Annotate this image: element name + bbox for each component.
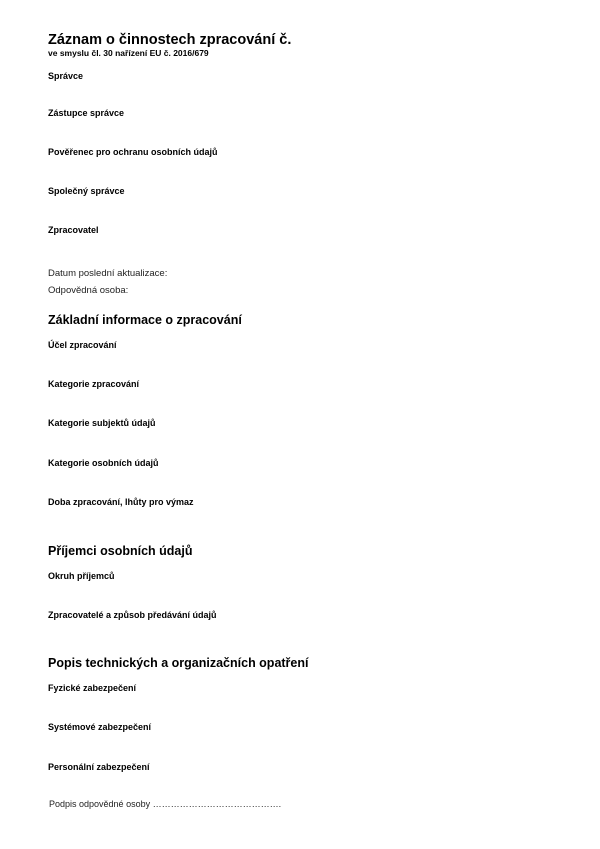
field-ucel-zpracovani: Účel zpracování	[48, 340, 117, 350]
field-zpracovatele-predavani: Zpracovatelé a způsob předávání údajů	[48, 610, 217, 620]
field-kategorie-zpracovani: Kategorie zpracování	[48, 379, 140, 389]
field-systemove-zabezpeceni: Systémové zabezpečení	[48, 722, 152, 732]
field-fyzicke-zabezpeceni: Fyzické zabezpečení	[48, 683, 137, 693]
responsible-person-label: Odpovědná osoba:	[48, 285, 129, 296]
signature-line: Podpis odpovědné osoby …………………………………….	[49, 799, 282, 809]
section-title-basic-info: Základní informace o zpracování	[48, 313, 242, 327]
field-spolecny-spravce: Společný správce	[48, 186, 125, 196]
document-subtitle: ve smyslu čl. 30 nařízení EU č. 2016/679	[48, 48, 209, 58]
field-kategorie-osobnich-udaju: Kategorie osobních údajů	[48, 458, 159, 468]
section-title-recipients: Příjemci osobních údajů	[48, 544, 193, 558]
section-title-measures: Popis technických a organizačních opatření	[48, 656, 309, 670]
field-kategorie-subjektu: Kategorie subjektů údajů	[48, 418, 156, 428]
document-title: Záznam o činnostech zpracování č.	[48, 32, 292, 48]
last-update-label: Datum poslední aktualizace:	[48, 268, 168, 279]
field-spravce: Správce	[48, 71, 84, 81]
field-poverenec: Pověřenec pro ochranu osobních údajů	[48, 147, 218, 157]
field-doba-zpracovani: Doba zpracování, lhůty pro výmaz	[48, 497, 194, 507]
field-zastupce-spravce: Zástupce správce	[48, 108, 125, 118]
field-zpracovatel: Zpracovatel	[48, 225, 99, 235]
field-okruh-prijemcu: Okruh příjemců	[48, 571, 115, 581]
field-personalni-zabezpeceni: Personální zabezpečení	[48, 762, 150, 772]
